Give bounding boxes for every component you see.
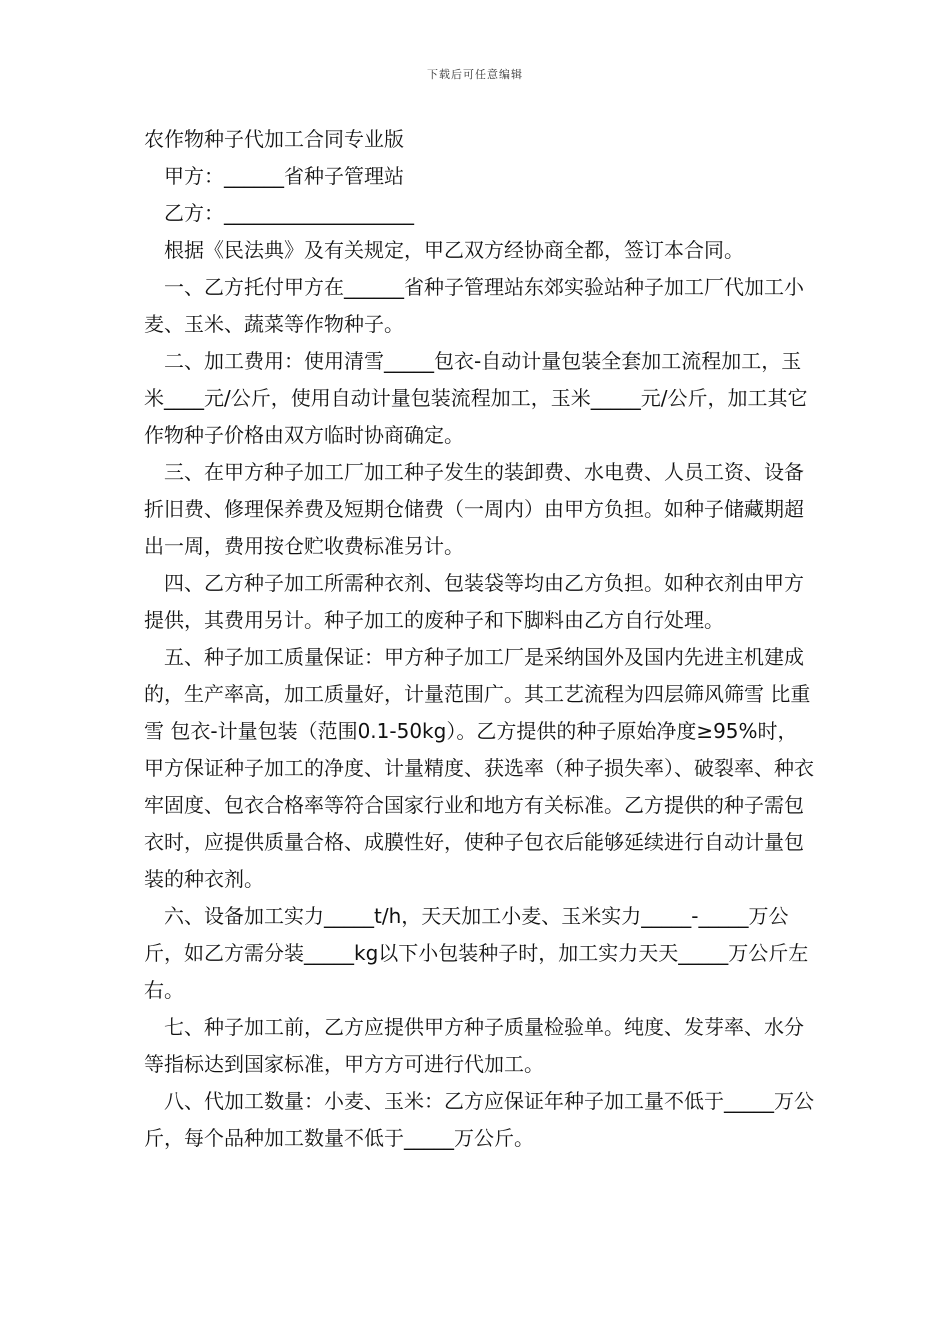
- clause-1: 一、乙方托付甲方在______省种子管理站东郊实验站种子加工厂代加工小麦、玉米、蔬菜等作物种子。: [144, 275, 804, 336]
- clause-8: 八、代加工数量：小麦、玉米：乙方应保证年种子加工量不低于_____万公斤，每个品种加工数量不低于_____万公斤。: [144, 1089, 814, 1150]
- document-body: [144, 121, 814, 1157]
- clause-7: 七、种子加工前，乙方应提供甲方种子质量检验单。纯度、发芽率、水分等指标达到国家标准，甲方方可进行代加工。: [144, 1015, 804, 1076]
- document-title: 农作物种子代加工合同专业版: [144, 127, 404, 151]
- party-b-line: 乙方：___________________: [144, 201, 414, 225]
- party-a-line: 甲方：______省种子管理站: [144, 164, 404, 188]
- clause-3: 三、在甲方种子加工厂加工种子发生的装卸费、水电费、人员工资、设备折旧费、修理保养费及短期仓储费（一周内）由甲方负担。如种子储藏期超出一周，费用按仓贮收费标准另计。: [144, 460, 804, 558]
- page-header: 下载后可任意编辑: [427, 68, 523, 81]
- clause-5: 五、种子加工质量保证：甲方种子加工厂是采纳国外及国内先进主机建成的，生产率高，加工质量好，计量范围广。其工艺流程为四层筛风筛雪 比重雪 包衣-计量包装（范围0.1-50kg）。乙方提供的种子原始净度≥95%时，甲方保证种子加工的净度、计量精度、获选率（种子损失率）、破裂率、种衣牢固度、包衣合格率等符合国家行业和地方有关标准。乙方提供的种子需包衣时，应提供质量合格、成膜性好，使种子包衣后能够延续进行自动计量包装的种衣剂。: [144, 645, 814, 891]
- preamble-paragraph: 根据《民法典》及有关规定，甲乙双方经协商全都，签订本合同。: [144, 238, 744, 262]
- clause-4: 四、乙方种子加工所需种衣剂、包装袋等均由乙方负担。如种衣剂由甲方提供，其费用另计。种子加工的废种子和下脚料由乙方自行处理。: [144, 571, 804, 632]
- clause-6: 六、设备加工实力_____t/h，天天加工小麦、玉米实力_____-_____万公斤，如乙方需分装_____kg以下小包装种子时，加工实力天天_____万公斤左右。: [144, 904, 809, 1002]
- clause-2: 二、加工费用：使用清雪_____包衣-自动计量包装全套加工流程加工，玉米____元/公斤，使用自动计量包装流程加工，玉米_____元/公斤，加工其它作物种子价格由双方临时协商确定。: [144, 349, 808, 447]
